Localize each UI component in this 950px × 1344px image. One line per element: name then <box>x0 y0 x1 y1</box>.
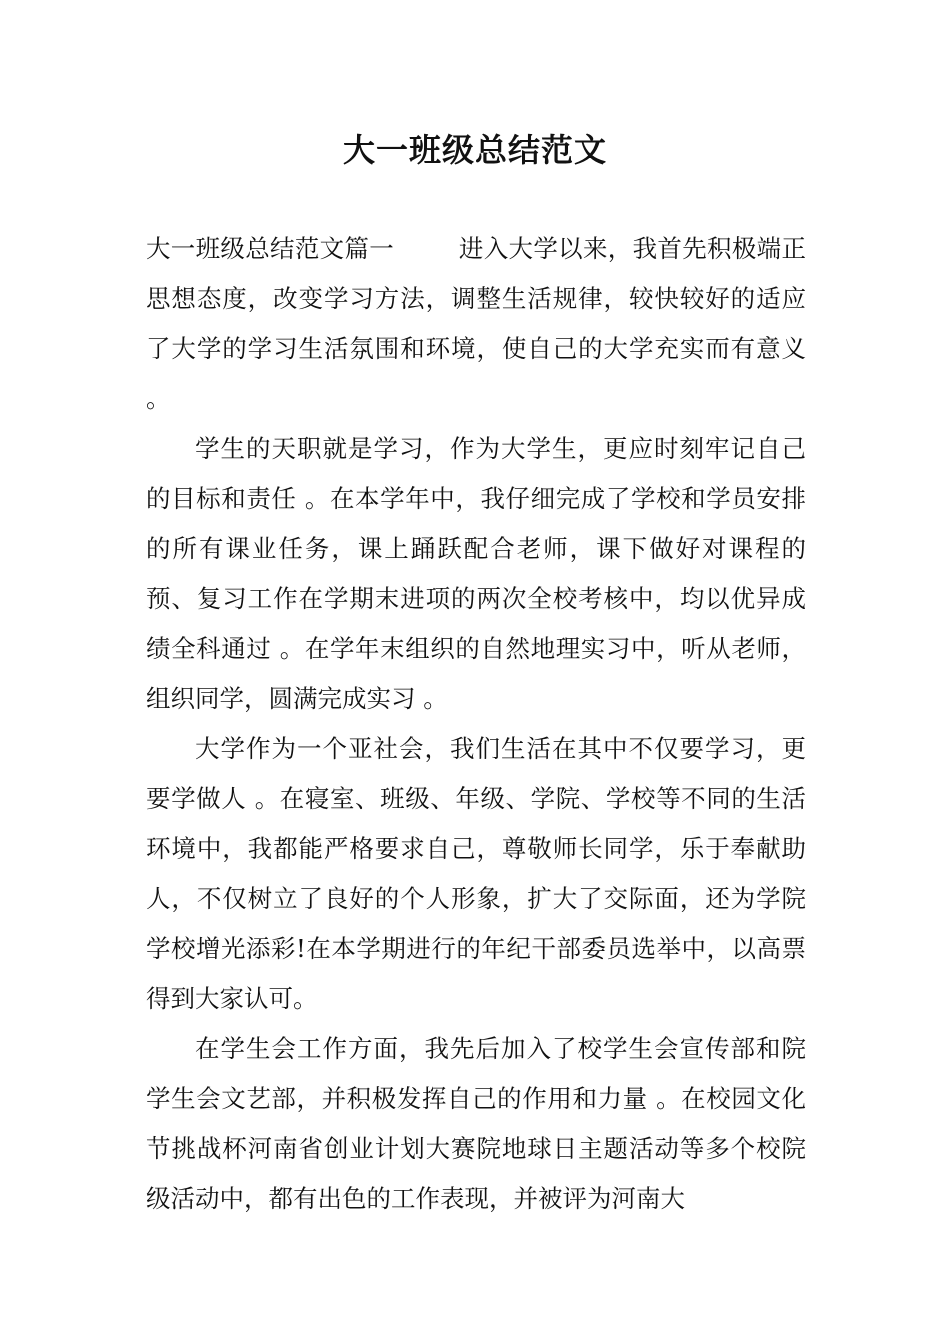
paragraph-2: 学生的天职就是学习，作为大学生，更应时刻牢记自己的目标和责任 。在本学年中，我仔细完成了学校和学员安排的所有课业任务，课上踊跃配合老师，课下做好对课程的预、复习工作在学期末进项的两次全校考核中，均以优异成绩全科通过 。在学年末组织的自然地理实习中，听从老师，组织同学，圆满完成实习 。 <box>146 434 806 713</box>
document-body <box>146 224 814 1224</box>
paragraph-4: 在学生会工作方面，我先后加入了校学生会宣传部和院学生会文艺部，并积极发挥自己的作用和力量 。在校园文化节挑战杯河南省创业计划大赛院地球日主题活动等多个校院级活动中，都有出色的工作表现，并被评为河南大 <box>146 1034 806 1213</box>
paragraph-1: 大一班级总结范文篇一 进入大学以来，我首先积极端正思想态度，改变学习方法，调整生活规律，较快较好的适应了大学的学习生活氛围和环境，使自己的大学充实而有意义 。 <box>146 234 814 413</box>
paragraph-3: 大学作为一个亚社会，我们生活在其中不仅要学习，更要学做人 。在寝室、班级、年级、学院、学校等不同的生活环境中，我都能严格要求自己，尊敬师长同学，乐于奉献助人，不仅树立了良好的个人形象，扩大了交际面，还为学院学校增光添彩!在本学期进行的年纪干部委员选举中，以高票得到大家认可。 <box>146 734 806 1013</box>
document-title: 大一班级总结范文 <box>342 131 607 169</box>
